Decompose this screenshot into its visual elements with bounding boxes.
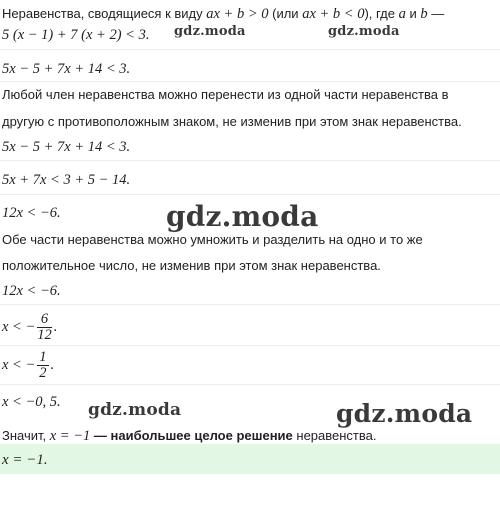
step-5: 12x < −6. <box>2 283 61 299</box>
fraction-six-twelfths <box>37 312 52 343</box>
conclusion-suffix: неравенства. <box>292 428 377 443</box>
intro-text-dash: — <box>427 6 445 21</box>
intro-text-2: (или <box>268 6 303 21</box>
divider <box>0 194 500 195</box>
step-8: x < −0, 5. <box>2 394 61 410</box>
rule-1-line-1: Любой член неравенства можно перенести из одной части неравенства в <box>2 87 449 102</box>
intro-math-b: b <box>420 6 428 22</box>
fraction-numerator: 1 <box>39 349 47 366</box>
step-7 <box>2 349 54 381</box>
answer-expression: x = −1. <box>2 452 48 468</box>
problem-expression: 5 (x − 1) + 7 (x + 2) < 3. <box>2 27 150 43</box>
watermark: gdz.moda <box>174 24 246 39</box>
watermark: gdz.moda <box>88 400 182 420</box>
watermark: gdz.moda <box>336 399 473 428</box>
fraction-numerator: 6 <box>37 312 52 328</box>
watermark: gdz.moda <box>328 24 400 39</box>
rule-2-line-2: положительное число, не изменив при этом знак неравенства. <box>2 258 381 273</box>
watermark: gdz.moda <box>166 200 319 233</box>
step-1: 5x − 5 + 7x + 14 < 3. <box>2 61 131 77</box>
fraction-denominator: 2 <box>39 365 47 382</box>
step-2: 5x − 5 + 7x + 14 < 3. <box>2 139 131 155</box>
conclusion-math: x = −1 <box>49 428 91 444</box>
divider <box>0 49 500 50</box>
intro-text-1: Неравенства, сводящиеся к виду <box>2 6 207 21</box>
step-6-lhs: x < − <box>2 319 36 335</box>
intro-line <box>2 6 444 22</box>
divider <box>0 160 500 161</box>
intro-math-a: a <box>398 6 406 22</box>
fraction-one-half <box>37 350 48 381</box>
conclusion-prefix: Значит, <box>2 428 50 443</box>
intro-text-3: ), где <box>364 6 399 21</box>
conclusion-bold: — наибольшее целое решение <box>90 428 293 443</box>
answer-highlight <box>0 444 500 474</box>
step-7-end: . <box>50 357 55 373</box>
intro-math-1: ax + b > 0 <box>206 6 269 22</box>
divider <box>0 304 500 305</box>
intro-math-2: ax + b < 0 <box>302 6 365 22</box>
divider <box>0 81 500 82</box>
rule-2-line-1: Обе части неравенства можно умножить и разделить на одно и то же <box>2 232 423 247</box>
step-4: 12x < −6. <box>2 205 61 221</box>
conclusion-line <box>2 428 377 444</box>
divider <box>0 384 500 385</box>
step-7-lhs: x < − <box>2 357 36 373</box>
fraction-denominator: 12 <box>37 327 52 344</box>
step-6 <box>2 311 57 343</box>
intro-text-and: и <box>405 6 421 21</box>
step-6-end: . <box>53 319 58 335</box>
rule-1-line-2: другую с противоположным знаком, не изменив при этом знак неравенства. <box>2 114 462 129</box>
step-3: 5x + 7x < 3 + 5 − 14. <box>2 172 131 188</box>
divider <box>0 345 500 346</box>
